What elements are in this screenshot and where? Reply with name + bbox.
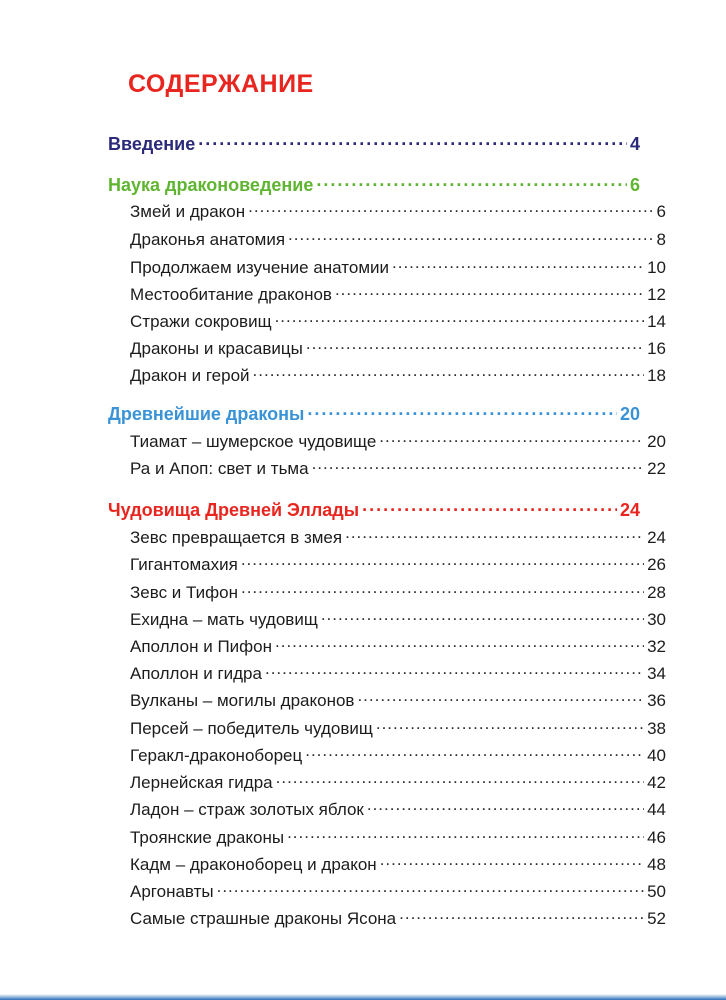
toc-page-number: 36 bbox=[647, 691, 666, 710]
toc-page-number: 42 bbox=[647, 773, 666, 792]
dot-leader bbox=[265, 662, 644, 679]
toc-item[interactable] bbox=[130, 200, 666, 224]
toc-item[interactable] bbox=[130, 553, 666, 577]
toc-page-number: 32 bbox=[647, 637, 666, 656]
toc-page-number: 52 bbox=[647, 909, 666, 928]
toc-item-label: Кадм – драконоборец и дракон bbox=[130, 855, 377, 874]
toc-item[interactable] bbox=[130, 526, 666, 550]
toc-item[interactable] bbox=[130, 430, 666, 454]
dot-leader bbox=[287, 826, 644, 843]
toc-item[interactable] bbox=[130, 880, 666, 904]
toc-item-label: Геракл-драконоборец bbox=[130, 746, 303, 765]
toc-section-label: Чудовища Древней Эллады bbox=[108, 500, 360, 520]
toc-section-label: Древнейшие драконы bbox=[108, 404, 305, 424]
toc-page-number: 40 bbox=[647, 746, 666, 765]
dot-leader bbox=[241, 553, 644, 570]
bottom-edge-bar bbox=[0, 994, 726, 1000]
toc-page-number: 24 bbox=[647, 528, 666, 547]
toc-page-number: 6 bbox=[656, 202, 666, 221]
toc-section-dragonology[interactable] bbox=[108, 173, 640, 199]
toc-item[interactable] bbox=[130, 826, 666, 850]
dot-leader bbox=[379, 430, 644, 447]
toc-item[interactable] bbox=[130, 907, 666, 931]
toc-page-number: 12 bbox=[647, 285, 666, 304]
toc-page-number: 48 bbox=[647, 855, 666, 874]
page-title: СОДЕРЖАНИЕ bbox=[128, 70, 314, 98]
dot-leader bbox=[241, 581, 644, 598]
toc-page-number: 18 bbox=[647, 366, 666, 385]
toc-page-number: 8 bbox=[656, 230, 666, 249]
toc-page-number: 26 bbox=[647, 555, 666, 574]
toc-item-label: Аполлон и Пифон bbox=[130, 637, 272, 656]
dot-leader bbox=[380, 853, 644, 870]
toc-item[interactable] bbox=[130, 771, 666, 795]
toc-item-label: Тиамат – шумерское чудовище bbox=[130, 432, 377, 451]
toc-page-number: 14 bbox=[647, 312, 666, 331]
toc-section-label: Наука драконоведение bbox=[108, 175, 314, 195]
dot-leader bbox=[305, 744, 644, 761]
toc-item-label: Драконы и красавицы bbox=[130, 339, 303, 358]
dot-leader bbox=[376, 717, 644, 734]
toc-page-number: 34 bbox=[647, 664, 666, 683]
toc-item[interactable] bbox=[130, 337, 666, 361]
toc-item-label: Ра и Апоп: свет и тьма bbox=[130, 459, 309, 478]
toc-item[interactable] bbox=[130, 635, 666, 659]
dot-leader bbox=[367, 798, 644, 815]
toc-item[interactable] bbox=[130, 228, 666, 252]
toc-item-label: Вулканы – могилы драконов bbox=[130, 691, 355, 710]
toc-section-ancient-dragons[interactable] bbox=[108, 402, 640, 428]
toc-item-label: Гигантомахия bbox=[130, 555, 238, 574]
toc-item-label: Зевс превращается в змея bbox=[130, 528, 343, 547]
dot-leader bbox=[312, 457, 645, 474]
dot-leader bbox=[248, 200, 653, 217]
toc-item[interactable] bbox=[130, 283, 666, 307]
toc-item-label: Дракон и герой bbox=[130, 366, 250, 385]
toc-item-label: Стражи сокровищ bbox=[130, 312, 272, 331]
toc-item-label: Самые страшные драконы Ясона bbox=[130, 909, 397, 928]
dot-leader bbox=[276, 771, 644, 788]
toc-item[interactable] bbox=[130, 457, 666, 481]
dot-leader bbox=[357, 689, 644, 706]
toc-page-number: 16 bbox=[647, 339, 666, 358]
toc-item[interactable] bbox=[130, 256, 666, 280]
toc-item-label: Продолжаем изучение анатомии bbox=[130, 258, 389, 277]
dot-leader bbox=[345, 526, 644, 543]
toc-page-number: 20 bbox=[619, 404, 640, 424]
toc-item-label: Змей и дракон bbox=[130, 202, 246, 221]
dot-leader bbox=[392, 256, 644, 273]
dot-leader bbox=[217, 880, 644, 897]
toc-item-label: Персей – победитель чудовищ bbox=[130, 719, 373, 738]
toc-page-number: 6 bbox=[629, 175, 640, 195]
dot-leader bbox=[288, 228, 653, 245]
toc-item[interactable] bbox=[130, 662, 666, 686]
toc-page-number: 46 bbox=[647, 828, 666, 847]
toc-page-number: 30 bbox=[647, 610, 666, 629]
toc-item[interactable] bbox=[130, 717, 666, 741]
dot-leader bbox=[321, 608, 644, 625]
toc-item-label: Троянские драконы bbox=[130, 828, 285, 847]
toc-item[interactable] bbox=[130, 310, 666, 334]
toc-page-number: 10 bbox=[647, 258, 666, 277]
toc-item-label: Зевс и Тифон bbox=[130, 583, 238, 602]
dot-leader bbox=[362, 498, 617, 516]
toc-item-label: Драконья анатомия bbox=[130, 230, 286, 249]
toc-item-label: Местообитание драконов bbox=[130, 285, 332, 304]
toc-page-number: 22 bbox=[647, 459, 666, 478]
dot-leader bbox=[275, 635, 644, 652]
toc-item[interactable] bbox=[130, 581, 666, 605]
dot-leader bbox=[335, 283, 644, 300]
dot-leader bbox=[306, 337, 644, 354]
toc-item[interactable] bbox=[130, 608, 666, 632]
toc-section-ancient-hellas[interactable] bbox=[108, 498, 640, 524]
toc-item-label: Ладон – страж золотых яблок bbox=[130, 800, 364, 819]
toc-page-number: 20 bbox=[647, 432, 666, 451]
toc-page-number: 44 bbox=[647, 800, 666, 819]
toc-section-introduction[interactable] bbox=[108, 132, 640, 158]
toc-page-number: 28 bbox=[647, 583, 666, 602]
dot-leader bbox=[275, 310, 645, 327]
toc-page-number: 24 bbox=[619, 500, 640, 520]
toc-item[interactable] bbox=[130, 798, 666, 822]
dot-leader bbox=[316, 173, 627, 191]
toc-page-number: 4 bbox=[629, 134, 640, 154]
toc-section-label: Введение bbox=[108, 134, 196, 154]
toc-item[interactable] bbox=[130, 689, 666, 713]
toc-item-label: Ехидна – мать чудовищ bbox=[130, 610, 318, 629]
toc-item-label: Лернейская гидра bbox=[130, 773, 273, 792]
dot-leader bbox=[399, 907, 644, 924]
dot-leader bbox=[307, 402, 617, 420]
dot-leader bbox=[253, 364, 645, 381]
toc-page-number: 38 bbox=[647, 719, 666, 738]
toc-page-number: 50 bbox=[647, 882, 666, 901]
toc-item-label: Аргонавты bbox=[130, 882, 214, 901]
toc-item[interactable] bbox=[130, 853, 666, 877]
toc-item[interactable] bbox=[130, 744, 666, 768]
dot-leader bbox=[198, 132, 627, 150]
toc-item[interactable] bbox=[130, 364, 666, 388]
toc-item-label: Аполлон и гидра bbox=[130, 664, 262, 683]
